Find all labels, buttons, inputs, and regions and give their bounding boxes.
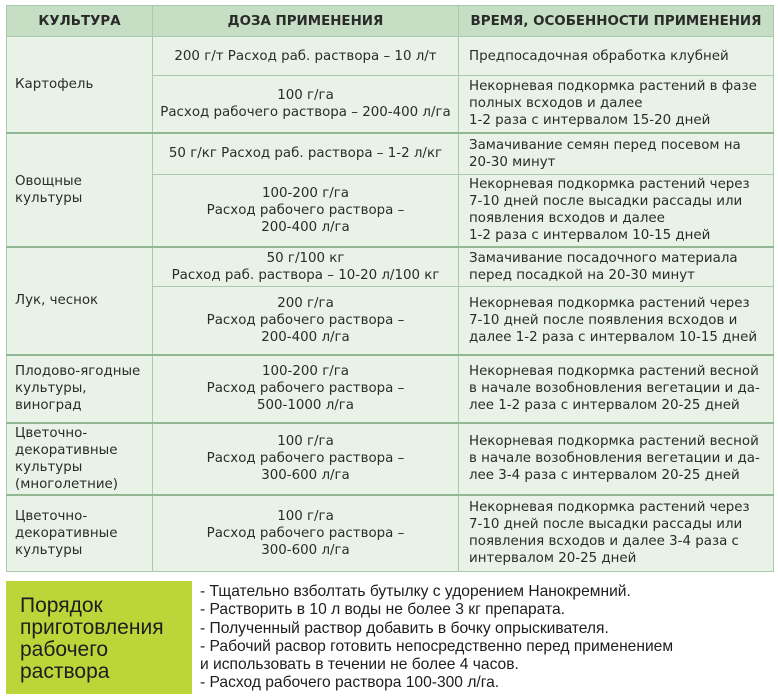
crop-cell: Плодово-ягодные культуры, виноград [7, 355, 153, 423]
time-cell: Некорневая подкормка растений в фазе полных всходов и далее 1-2 раза с интервалом 15-20 дней [459, 76, 774, 133]
dose-cell: 50 г/кг Расход раб. раствора – 1-2 л/кг [153, 133, 459, 175]
dose-cell: 100-200 г/га Расход рабочего раствора – 200-400 л/га [153, 175, 459, 247]
preparation-title: Порядок приготовления рабочего раствора [20, 594, 164, 683]
crop-cell: Лук, чеснок [7, 247, 153, 355]
preparation-step: - Растворить в 10 л воды не более 3 кг препарата. [200, 601, 565, 619]
dose-cell: 200 г/т Расход раб. раствора – 10 л/т [153, 37, 459, 76]
preparation-steps [200, 583, 770, 693]
time-cell: Некорневая подкормка растений через 7-10 дней после высадки рассады или появления всходов и далее 1-2 раза с интервалом 10-15 дней [459, 175, 774, 247]
table-row [7, 37, 774, 76]
table-row [7, 355, 774, 423]
application-table [6, 5, 774, 572]
crop-cell: Овощные культуры [7, 133, 153, 247]
dose-cell: 100 г/га Расход рабочего раствора – 200-400 л/га [153, 76, 459, 133]
header-time: ВРЕМЯ, ОСОБЕННОСТИ ПРИМЕНЕНИЯ [459, 6, 774, 37]
time-cell: Замачивание семян перед посевом на 20-30 минут [459, 133, 774, 175]
table-row [7, 495, 774, 572]
time-cell: Некорневая подкормка растений через 7-10 дней после высадки рассады или появления всходов и далее 3-4 раза с интервалом 20-25 дней [459, 495, 774, 572]
dose-cell: 100 г/га Расход рабочего раствора – 300-600 л/га [153, 495, 459, 572]
preparation-step: - Рабочий расвор готовить непосредственно перед применением и использовать в течении не более 4 часов. [200, 637, 674, 674]
dose-cell: 100-200 г/га Расход рабочего раствора – 500-1000 л/га [153, 355, 459, 423]
time-cell: Предпосадочная обработка клубней [459, 37, 774, 76]
time-cell: Замачивание посадочного материала перед посадкой на 20-30 минут [459, 247, 774, 287]
crop-cell: Цветочно- декоративные культуры (многолетние) [7, 423, 153, 495]
table-header-row [7, 6, 774, 37]
dose-cell: 200 г/га Расход рабочего раствора – 200-400 л/га [153, 287, 459, 355]
crop-cell: Картофель [7, 37, 153, 133]
dose-cell: 50 г/100 кг Расход раб. раствора – 10-20 л/100 кг [153, 247, 459, 287]
table-row [7, 133, 774, 175]
crop-cell: Цветочно- декоративные культуры [7, 495, 153, 572]
header-dose: ДОЗА ПРИМЕНЕНИЯ [153, 6, 459, 37]
time-cell: Некорневая подкормка растений через 7-10 дней после появления всходов и далее 1-2 раза с интервалом 10-15 дней [459, 287, 774, 355]
preparation-step: - Расход рабочего раствора 100-300 л/га. [200, 674, 500, 692]
dose-cell: 100 г/га Расход рабочего раствора – 300-600 л/га [153, 423, 459, 495]
table-row [7, 423, 774, 495]
preparation-step: - Тщательно взболтать бутылку с удорением Нанокремний. [200, 583, 631, 600]
header-crop: КУЛЬТУРА [7, 6, 153, 37]
preparation-step: - Полученный раствор добавить в бочку опрыскивателя. [200, 619, 609, 637]
time-cell: Некорневая подкормка растений весной в начале возобновления вегетации и да- лее 3-4 раза с интервалом 20-25 дней [459, 423, 774, 495]
preparation-title-box [6, 581, 192, 694]
time-cell: Некорневая подкормка растений весной в начале возобновления вегетации и да- лее 1-2 раза с интервалом 20-25 дней [459, 355, 774, 423]
table-row [7, 247, 774, 287]
